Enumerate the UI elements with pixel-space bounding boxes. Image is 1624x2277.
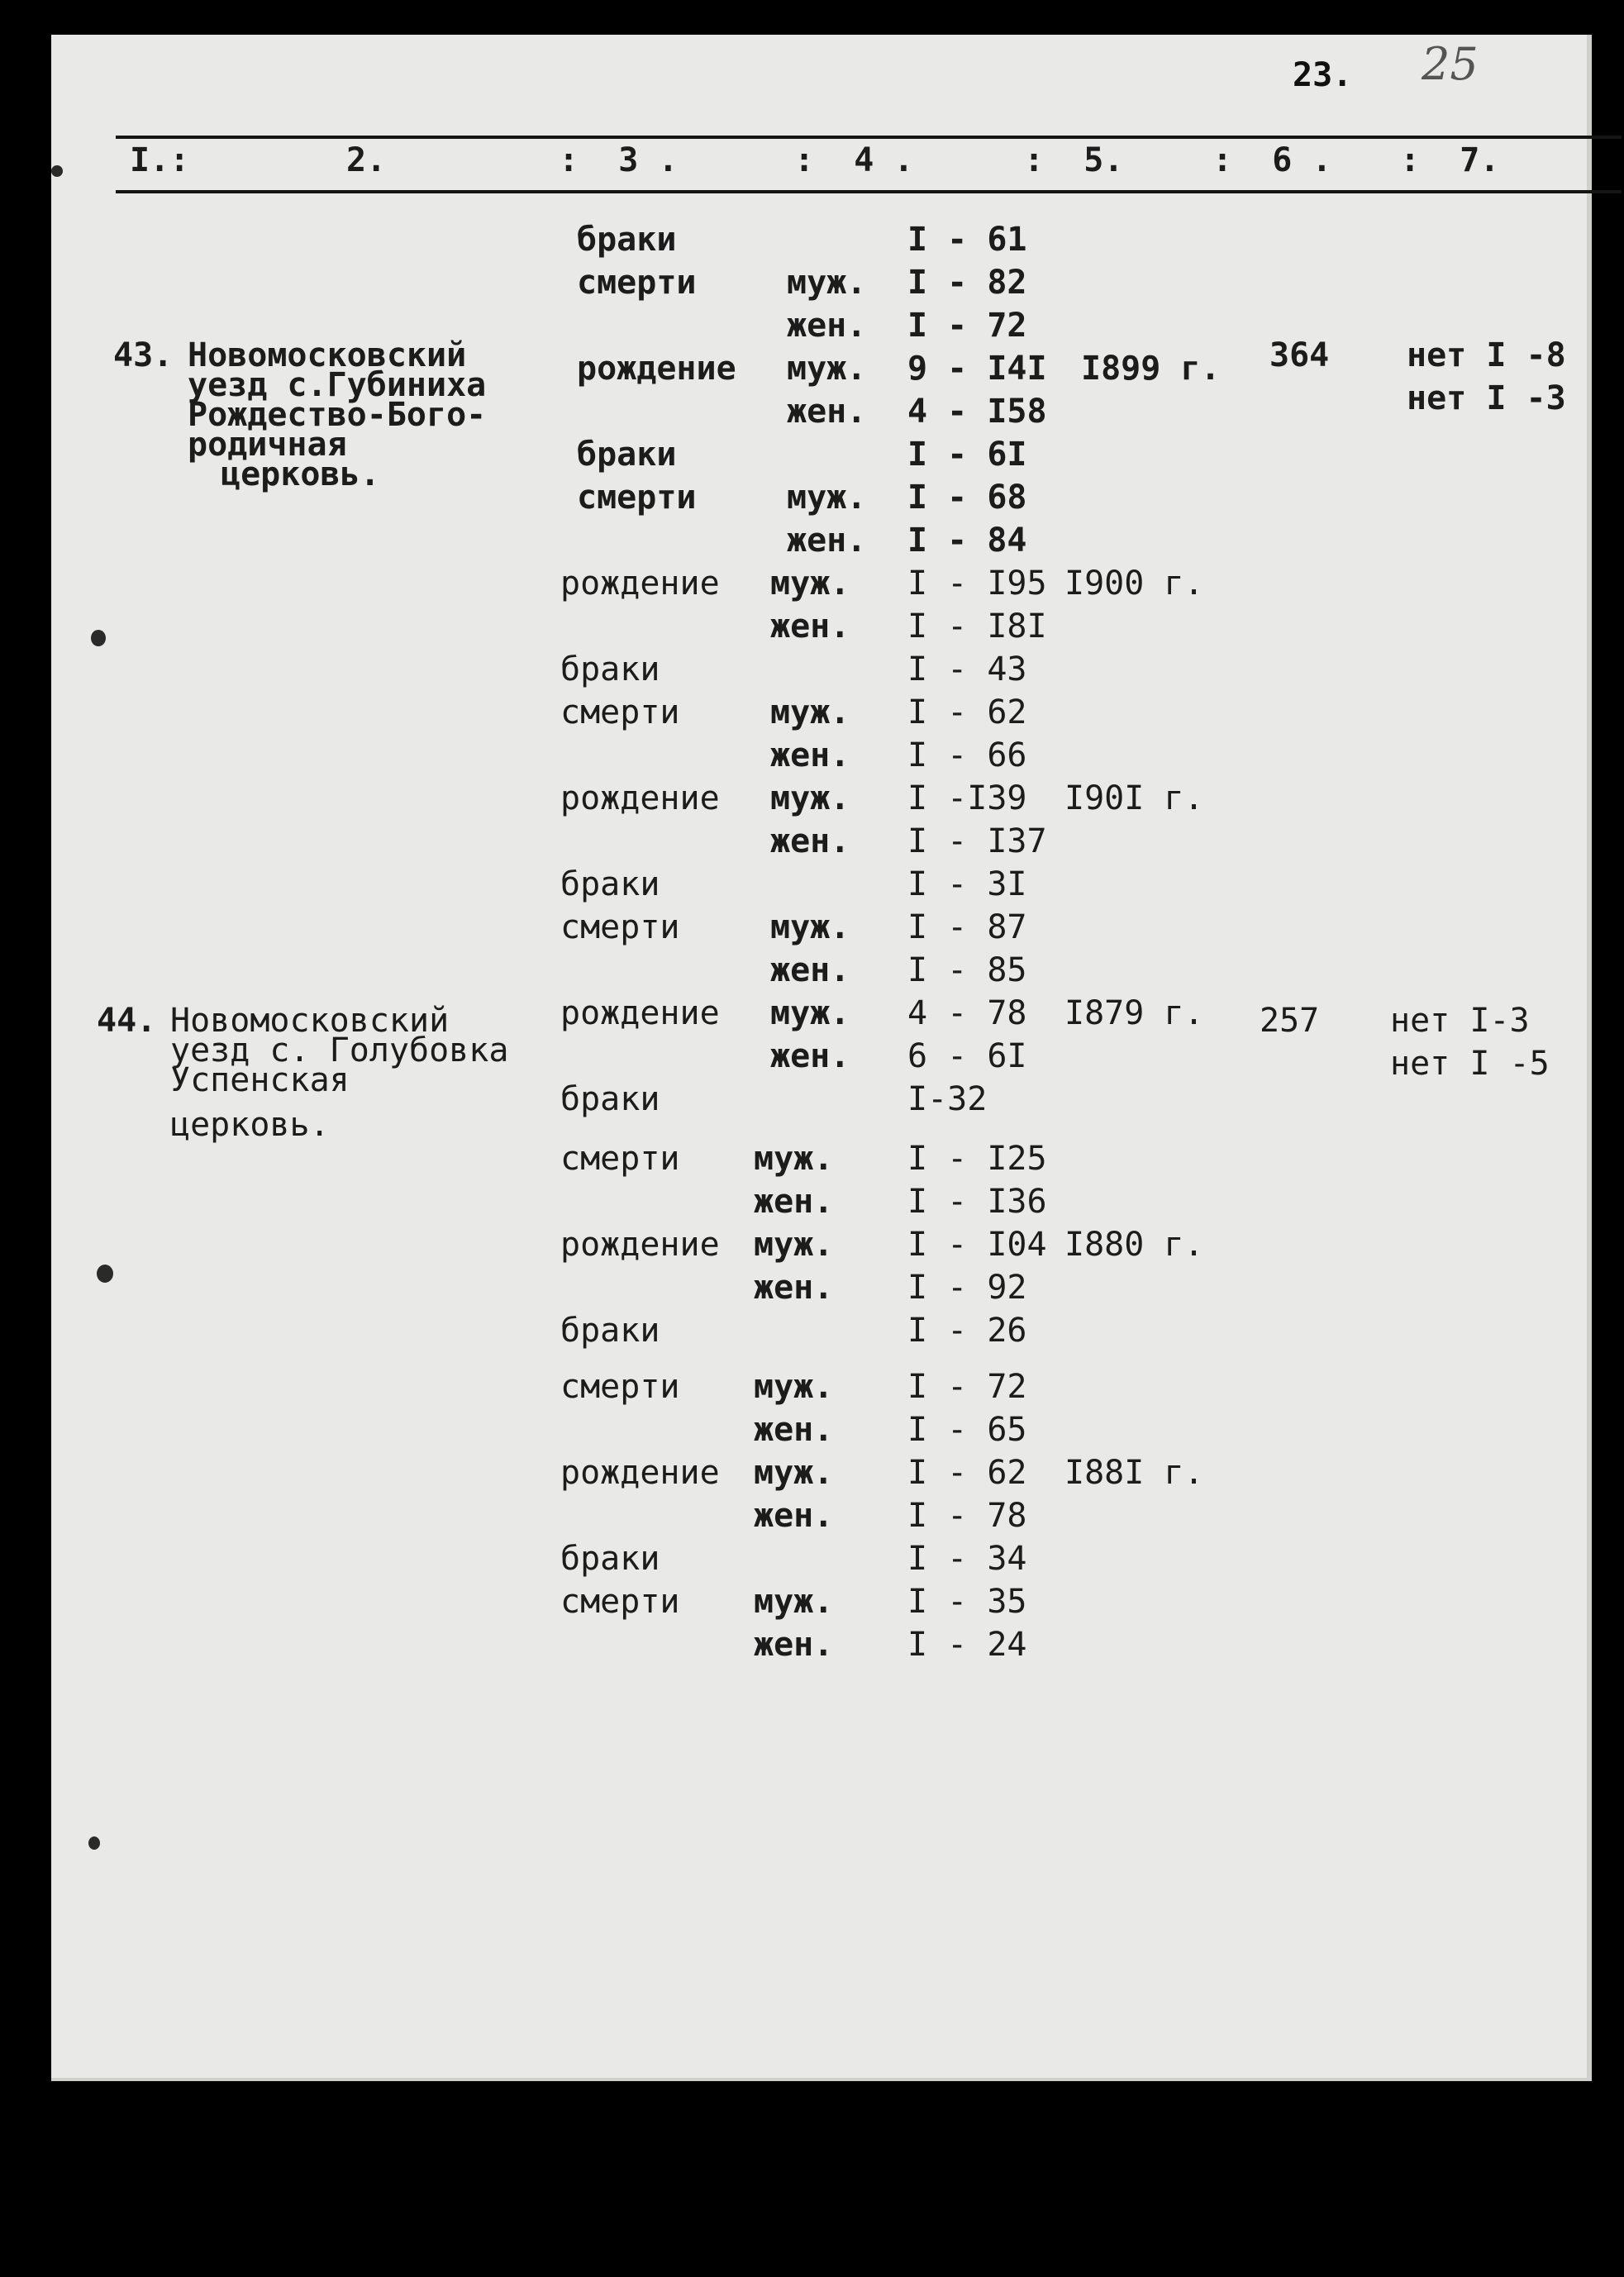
header-col-3: : 3 . bbox=[559, 141, 679, 179]
row-11-range: I - 43 bbox=[907, 650, 1027, 688]
row-9-year: I900 г. bbox=[1064, 564, 1204, 603]
row-22-sex: муж. bbox=[754, 1140, 834, 1178]
row-28-sex: жен. bbox=[754, 1411, 834, 1449]
row-19-year: I879 г. bbox=[1064, 994, 1204, 1032]
row-31-record-type: браки bbox=[560, 1540, 660, 1578]
row-5-sex: жен. bbox=[787, 393, 867, 431]
row-29-record-type: рождение bbox=[560, 1454, 720, 1492]
entry-43-place-line-3: Рождество-Бого- bbox=[188, 396, 487, 434]
row-1-record-type: браки bbox=[577, 221, 677, 259]
row-12-range: I - 62 bbox=[907, 693, 1027, 731]
row-13-range: I - 66 bbox=[907, 736, 1027, 774]
row-18-range: I - 85 bbox=[907, 951, 1027, 989]
entry-44-note-1: нет I-3 bbox=[1390, 1002, 1530, 1040]
row-18-sex: жен. bbox=[770, 951, 850, 989]
header-col-4: : 4 . bbox=[794, 141, 914, 179]
entry-44-place-line-4: церковь. bbox=[170, 1106, 330, 1144]
row-29-sex: муж. bbox=[754, 1454, 834, 1492]
row-20-range: 6 - 6I bbox=[907, 1037, 1027, 1075]
row-17-record-type: смерти bbox=[560, 908, 680, 946]
entry-44-col6-value: 257 bbox=[1260, 1002, 1320, 1040]
row-32-record-type: смерти bbox=[560, 1583, 680, 1621]
row-1-range: I - 61 bbox=[907, 221, 1027, 259]
row-5-range: 4 - I58 bbox=[907, 393, 1047, 431]
row-33-range: I - 24 bbox=[907, 1626, 1027, 1664]
row-20-sex: жен. bbox=[770, 1037, 850, 1075]
page-number: 23. bbox=[1293, 56, 1353, 94]
row-7-range: I - 68 bbox=[907, 479, 1027, 517]
row-28-range: I - 65 bbox=[907, 1411, 1027, 1449]
row-4-record-type: рождение bbox=[577, 350, 736, 388]
row-19-range: 4 - 78 bbox=[907, 994, 1027, 1032]
row-12-record-type: смерти bbox=[560, 693, 680, 731]
scan-speck bbox=[51, 165, 63, 177]
row-4-sex: муж. bbox=[787, 350, 867, 388]
row-7-sex: муж. bbox=[787, 479, 867, 517]
row-32-range: I - 35 bbox=[907, 1583, 1027, 1621]
row-24-record-type: рождение bbox=[560, 1226, 720, 1264]
row-24-year: I880 г. bbox=[1064, 1226, 1204, 1264]
row-9-sex: муж. bbox=[770, 564, 850, 603]
row-23-sex: жен. bbox=[754, 1183, 834, 1221]
row-33-sex: жен. bbox=[754, 1626, 834, 1664]
row-6-record-type: браки bbox=[577, 436, 677, 474]
row-14-range: I -I39 bbox=[907, 779, 1027, 817]
row-2-range: I - 82 bbox=[907, 264, 1027, 302]
row-22-record-type: смерти bbox=[560, 1140, 680, 1178]
row-19-sex: муж. bbox=[770, 994, 850, 1032]
row-21-record-type: браки bbox=[560, 1080, 660, 1118]
row-22-range: I - I25 bbox=[907, 1140, 1047, 1178]
row-10-range: I - I8I bbox=[907, 607, 1047, 645]
row-14-record-type: рождение bbox=[560, 779, 720, 817]
scan-speck bbox=[91, 630, 106, 646]
row-19-record-type: рождение bbox=[560, 994, 720, 1032]
row-27-record-type: смерти bbox=[560, 1368, 680, 1406]
header-col-2: 2. bbox=[346, 141, 387, 179]
row-2-record-type: смерти bbox=[577, 264, 697, 302]
entry-43-place-line-2: уезд с.Губиниха bbox=[188, 366, 487, 404]
row-2-sex: муж. bbox=[787, 264, 867, 302]
entry-number-44: 44. bbox=[97, 1002, 157, 1040]
row-12-sex: муж. bbox=[770, 693, 850, 731]
row-16-range: I - 3I bbox=[907, 865, 1027, 903]
entry-43-note-2: нет I -3 bbox=[1407, 379, 1566, 417]
entry-43-place-line-1: Новомосковский bbox=[188, 336, 467, 374]
row-27-sex: муж. bbox=[754, 1368, 834, 1406]
row-16-record-type: браки bbox=[560, 865, 660, 903]
row-26-record-type: браки bbox=[560, 1312, 660, 1350]
row-30-sex: жен. bbox=[754, 1497, 834, 1535]
row-15-sex: жен. bbox=[770, 822, 850, 860]
row-31-range: I - 34 bbox=[907, 1540, 1027, 1578]
row-3-sex: жен. bbox=[787, 307, 867, 345]
document-page bbox=[51, 35, 1592, 2081]
row-7-record-type: смерти bbox=[577, 479, 697, 517]
row-6-range: I - 6I bbox=[907, 436, 1027, 474]
entry-44-place-line-3: Успенская bbox=[170, 1061, 350, 1099]
row-15-range: I - I37 bbox=[907, 822, 1047, 860]
row-30-range: I - 78 bbox=[907, 1497, 1027, 1535]
row-9-range: I - I95 bbox=[907, 564, 1047, 603]
header-rule-top bbox=[116, 136, 1622, 139]
row-13-sex: жен. bbox=[770, 736, 850, 774]
entry-number-43: 43. bbox=[113, 336, 174, 374]
row-8-sex: жен. bbox=[787, 522, 867, 560]
row-4-year: I899 г. bbox=[1081, 350, 1221, 388]
row-24-range: I - I04 bbox=[907, 1226, 1047, 1264]
row-14-sex: муж. bbox=[770, 779, 850, 817]
row-32-sex: муж. bbox=[754, 1583, 834, 1621]
row-14-year: I90I г. bbox=[1064, 779, 1204, 817]
row-3-range: I - 72 bbox=[907, 307, 1027, 345]
row-24-sex: муж. bbox=[754, 1226, 834, 1264]
row-9-record-type: рождение bbox=[560, 564, 720, 603]
entry-43-col6-value: 364 bbox=[1269, 336, 1330, 374]
row-17-sex: муж. bbox=[770, 908, 850, 946]
header-col-1: I.: bbox=[130, 141, 190, 179]
row-8-range: I - 84 bbox=[907, 522, 1027, 560]
entry-44-place-line-1: Новомосковский bbox=[170, 1002, 450, 1040]
row-25-sex: жен. bbox=[754, 1269, 834, 1307]
entry-44-place-line-2: уезд с. Голубовка bbox=[170, 1031, 509, 1069]
row-29-year: I88I г. bbox=[1064, 1454, 1204, 1492]
row-23-range: I - I36 bbox=[907, 1183, 1047, 1221]
row-21-range: I-32 bbox=[907, 1080, 988, 1118]
header-col-7: : 7. bbox=[1400, 141, 1500, 179]
header-col-5: : 5. bbox=[1024, 141, 1124, 179]
row-25-range: I - 92 bbox=[907, 1269, 1027, 1307]
archive-page-number: 25 bbox=[1422, 38, 1479, 90]
row-11-record-type: браки bbox=[560, 650, 660, 688]
entry-43-place-line-4: родичная bbox=[188, 426, 347, 464]
row-26-range: I - 26 bbox=[907, 1312, 1027, 1350]
row-17-range: I - 87 bbox=[907, 908, 1027, 946]
header-rule-bottom bbox=[116, 190, 1622, 193]
entry-43-place-line-5: церковь. bbox=[221, 455, 380, 493]
entry-44-note-2: нет I -5 bbox=[1390, 1045, 1550, 1083]
row-10-sex: жен. bbox=[770, 607, 850, 645]
entry-43-note-1: нет I -8 bbox=[1407, 336, 1566, 374]
header-col-6: : 6 . bbox=[1212, 141, 1332, 179]
row-27-range: I - 72 bbox=[907, 1368, 1027, 1406]
row-4-range: 9 - I4I bbox=[907, 350, 1047, 388]
row-29-range: I - 62 bbox=[907, 1454, 1027, 1492]
scan-speck bbox=[97, 1265, 113, 1283]
scan-speck bbox=[88, 1836, 100, 1850]
